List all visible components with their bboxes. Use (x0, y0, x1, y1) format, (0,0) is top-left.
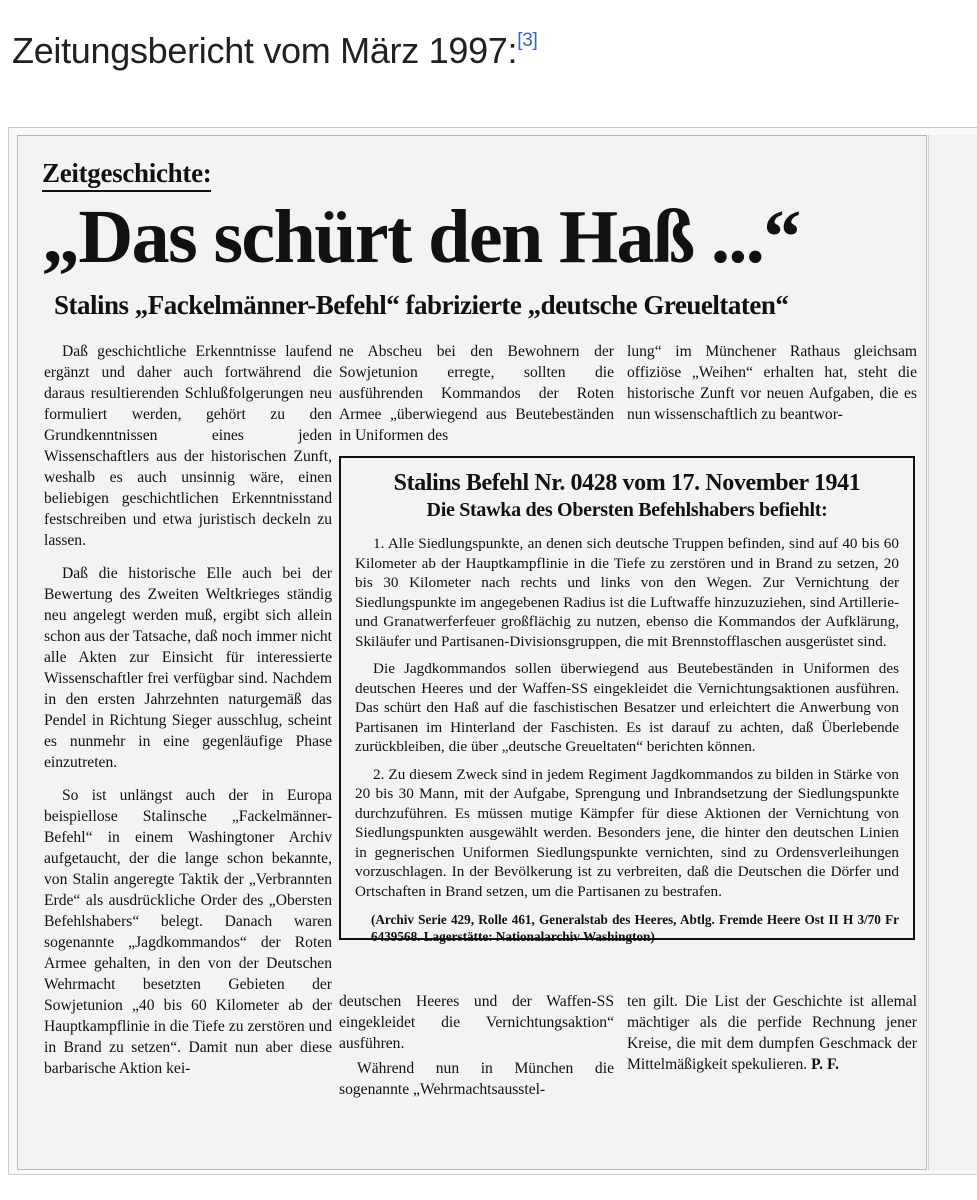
order-paragraph: 2. Zu diesem Zweck sind in jedem Regiment Jagdkommandos zu bilden in Stärke von 20 bis 30 Mann, mit der Aufgabe, Sprengung und Inbrandsetzung der Siedlungspunkte durchzuführen. Es müssen mutige Kämpfer für diese Aktionen der Vernichtung von Siedlungspunkten ausgewählt werden. Besonders jene, die hinter den deutschen Linien in gegnerischen Uniformen Siedlungspunkte vernichten, sind zu Ordensverleihungen vorzuschlagen. In der Bevölkerung ist zu verbreiten, daß die Deutschen die Dörfer und Ortschaften in Brand setzen, um die Partisanen zu bestrafen. (355, 765, 899, 900)
article-headline: „Das schürt den Haß ...“ (42, 195, 800, 279)
article-paragraph (627, 991, 917, 1075)
article-subheadline: Stalins „Fackelmänner-Befehl“ fabrizierte „deutsche Greueltaten“ (54, 290, 789, 320)
article-kicker: Zeitgeschichte: (42, 158, 211, 192)
article-paragraph: Während nun in München die sogenannte „Wehrmachtsausstel- (339, 1060, 614, 1098)
order-box (339, 456, 915, 944)
footnote-reference (517, 30, 537, 51)
article-column-3-bottom (627, 991, 917, 1075)
article-paragraph: Daß die historische Elle auch bei der Bewertung des Zweiten Weltkrieges ständig neu angelegt werden muß, ergibt sich allein schon aus der Tatsache, daß noch immer nicht alle Akten zur Einsicht für interessierte Wissenschaftler frei verfügbar sind. Nachdem in den ersten Jahrzehnten naturgemäß das Pendel in Richtung Sieger ausschlug, scheint es nunmehr in eine gegenläufige Phase einzutreten. (44, 565, 332, 771)
article-column-2-bottom (339, 991, 614, 1100)
order-paragraph: 1. Alle Siedlungspunkte, an denen sich deutsche Truppen befinden, sind auf 40 bis 60 Kilometer ab der Hauptkampflinie in die Tiefe zu zerstören und in Brand zu setzen, 20 bis 30 Kilometer nach rechts und links von den Wegen. Zur Vernichtung der Siedlungspunkte im angegebenen Radius ist die Luftwaffe hinzuzuziehen, sind Artillerie- und Granatwerferfeuer großflächig zu nutzen, ebenso die Kommandos der Aufklärung, Skiläufer und Partisanen-Divisionsgruppen, die mit Brennstofflaschen ausgerüstet sind. (355, 535, 899, 650)
page-title (12, 30, 537, 72)
article-closing-text: ten gilt. Die List der Geschichte ist allemal mächtiger als die perfide Rechnung jener Kreise, die mit dem dumpfen Geschmack der Mittelmäßigkeit spekulieren. (627, 993, 917, 1073)
article-column-2-top (339, 341, 614, 446)
article-column-1 (44, 341, 332, 1079)
adjacent-page-edge (928, 135, 977, 1170)
newspaper-clipping-image[interactable] (17, 135, 927, 1170)
article-paragraph: Daß geschichtliche Erkenntnisse laufend ergänzt und daher auch fortwährend die daraus resultierenden Schlußfolgerungen neu formuliert werden, gehört zu den Grundkenntnissen eines jeden Wissenschaftlers aus der historischen Zunft, weshalb es auch unsinnig wäre, einen beliebigen geschichtlichen Erkenntnisstand festschreiben und etwa juristisch deckeln zu lassen. (44, 343, 332, 549)
order-paragraph: Die Jagdkommandos sollen überwiegend aus Beutebeständen in Uniformen des deutschen Heeres und der Waffen-SS eingekleidet die Vernichtungsaktionen ausführen. Das schürt den Haß auf die faschistischen Besatzer und erleichtert die Anwerbung von Partisanen im Hinterland der Faschisten. Es ist darauf zu achten, daß Überlebende zurückbleiben, die über „deutsche Greueltaten“ berichten können. (355, 660, 899, 755)
article-column-3-top (627, 341, 917, 425)
page-title-text: Zeitungsbericht vom März 1997: (12, 30, 518, 71)
article-paragraph: lung“ im Münchener Rathaus gleichsam offiziöse „Weihen“ erhalten hat, steht die historische Zunft vor neuen Aufgaben, die es nun wissenschaftlich zu beantwor- (627, 343, 917, 423)
article-paragraph: deutschen Heeres und der Waffen-SS eingekleidet die Vernichtungsaktion“ ausführen. (339, 993, 614, 1052)
author-signature: P. F. (811, 1056, 839, 1073)
article-paragraph: So ist unlängst auch der in Europa beispiellose Stalinsche „Fackelmänner-Befehl“ in einem Washingtoner Archiv aufgetaucht, der die lange schon bekannte, von Stalin angeregte Taktik der „Verbrannten Erde“ als ausdrückliche Order des „Obersten Befehlshabers“ belegt. Danach waren sogenannte „Jagdkommandos“ der Roten Armee gehalten, in den von der Deutschen Wehrmacht besetzten Gebieten der Sowjetunion „40 bis 60 Kilometer ab der Hauptkampflinie in die Tiefe zu zerstören und in Brand zu setzen“. Damit nun aber diese barbarische Aktion kei- (44, 787, 332, 1077)
article-paragraph: ne Abscheu bei den Bewohnern der Sowjetunion erregte, sollten die ausführenden Kommandos der Roten Armee „überwiegend aus Beutebeständen in Uniformen des (339, 343, 614, 444)
order-source-citation: (Archiv Serie 429, Rolle 461, Generalstab des Heeres, Abtlg. Fremde Heere Ost II H 3/70 Fr 6439568. Lagerstätte: Nationalarchiv Washington) (371, 912, 899, 944)
order-box-title: Stalins Befehl Nr. 0428 vom 17. November 1941 (393, 470, 861, 496)
footnote-link[interactable]: [3] (517, 30, 538, 51)
order-box-subtitle: Die Stawka des Obersten Befehlshabers befiehlt: (426, 499, 828, 521)
